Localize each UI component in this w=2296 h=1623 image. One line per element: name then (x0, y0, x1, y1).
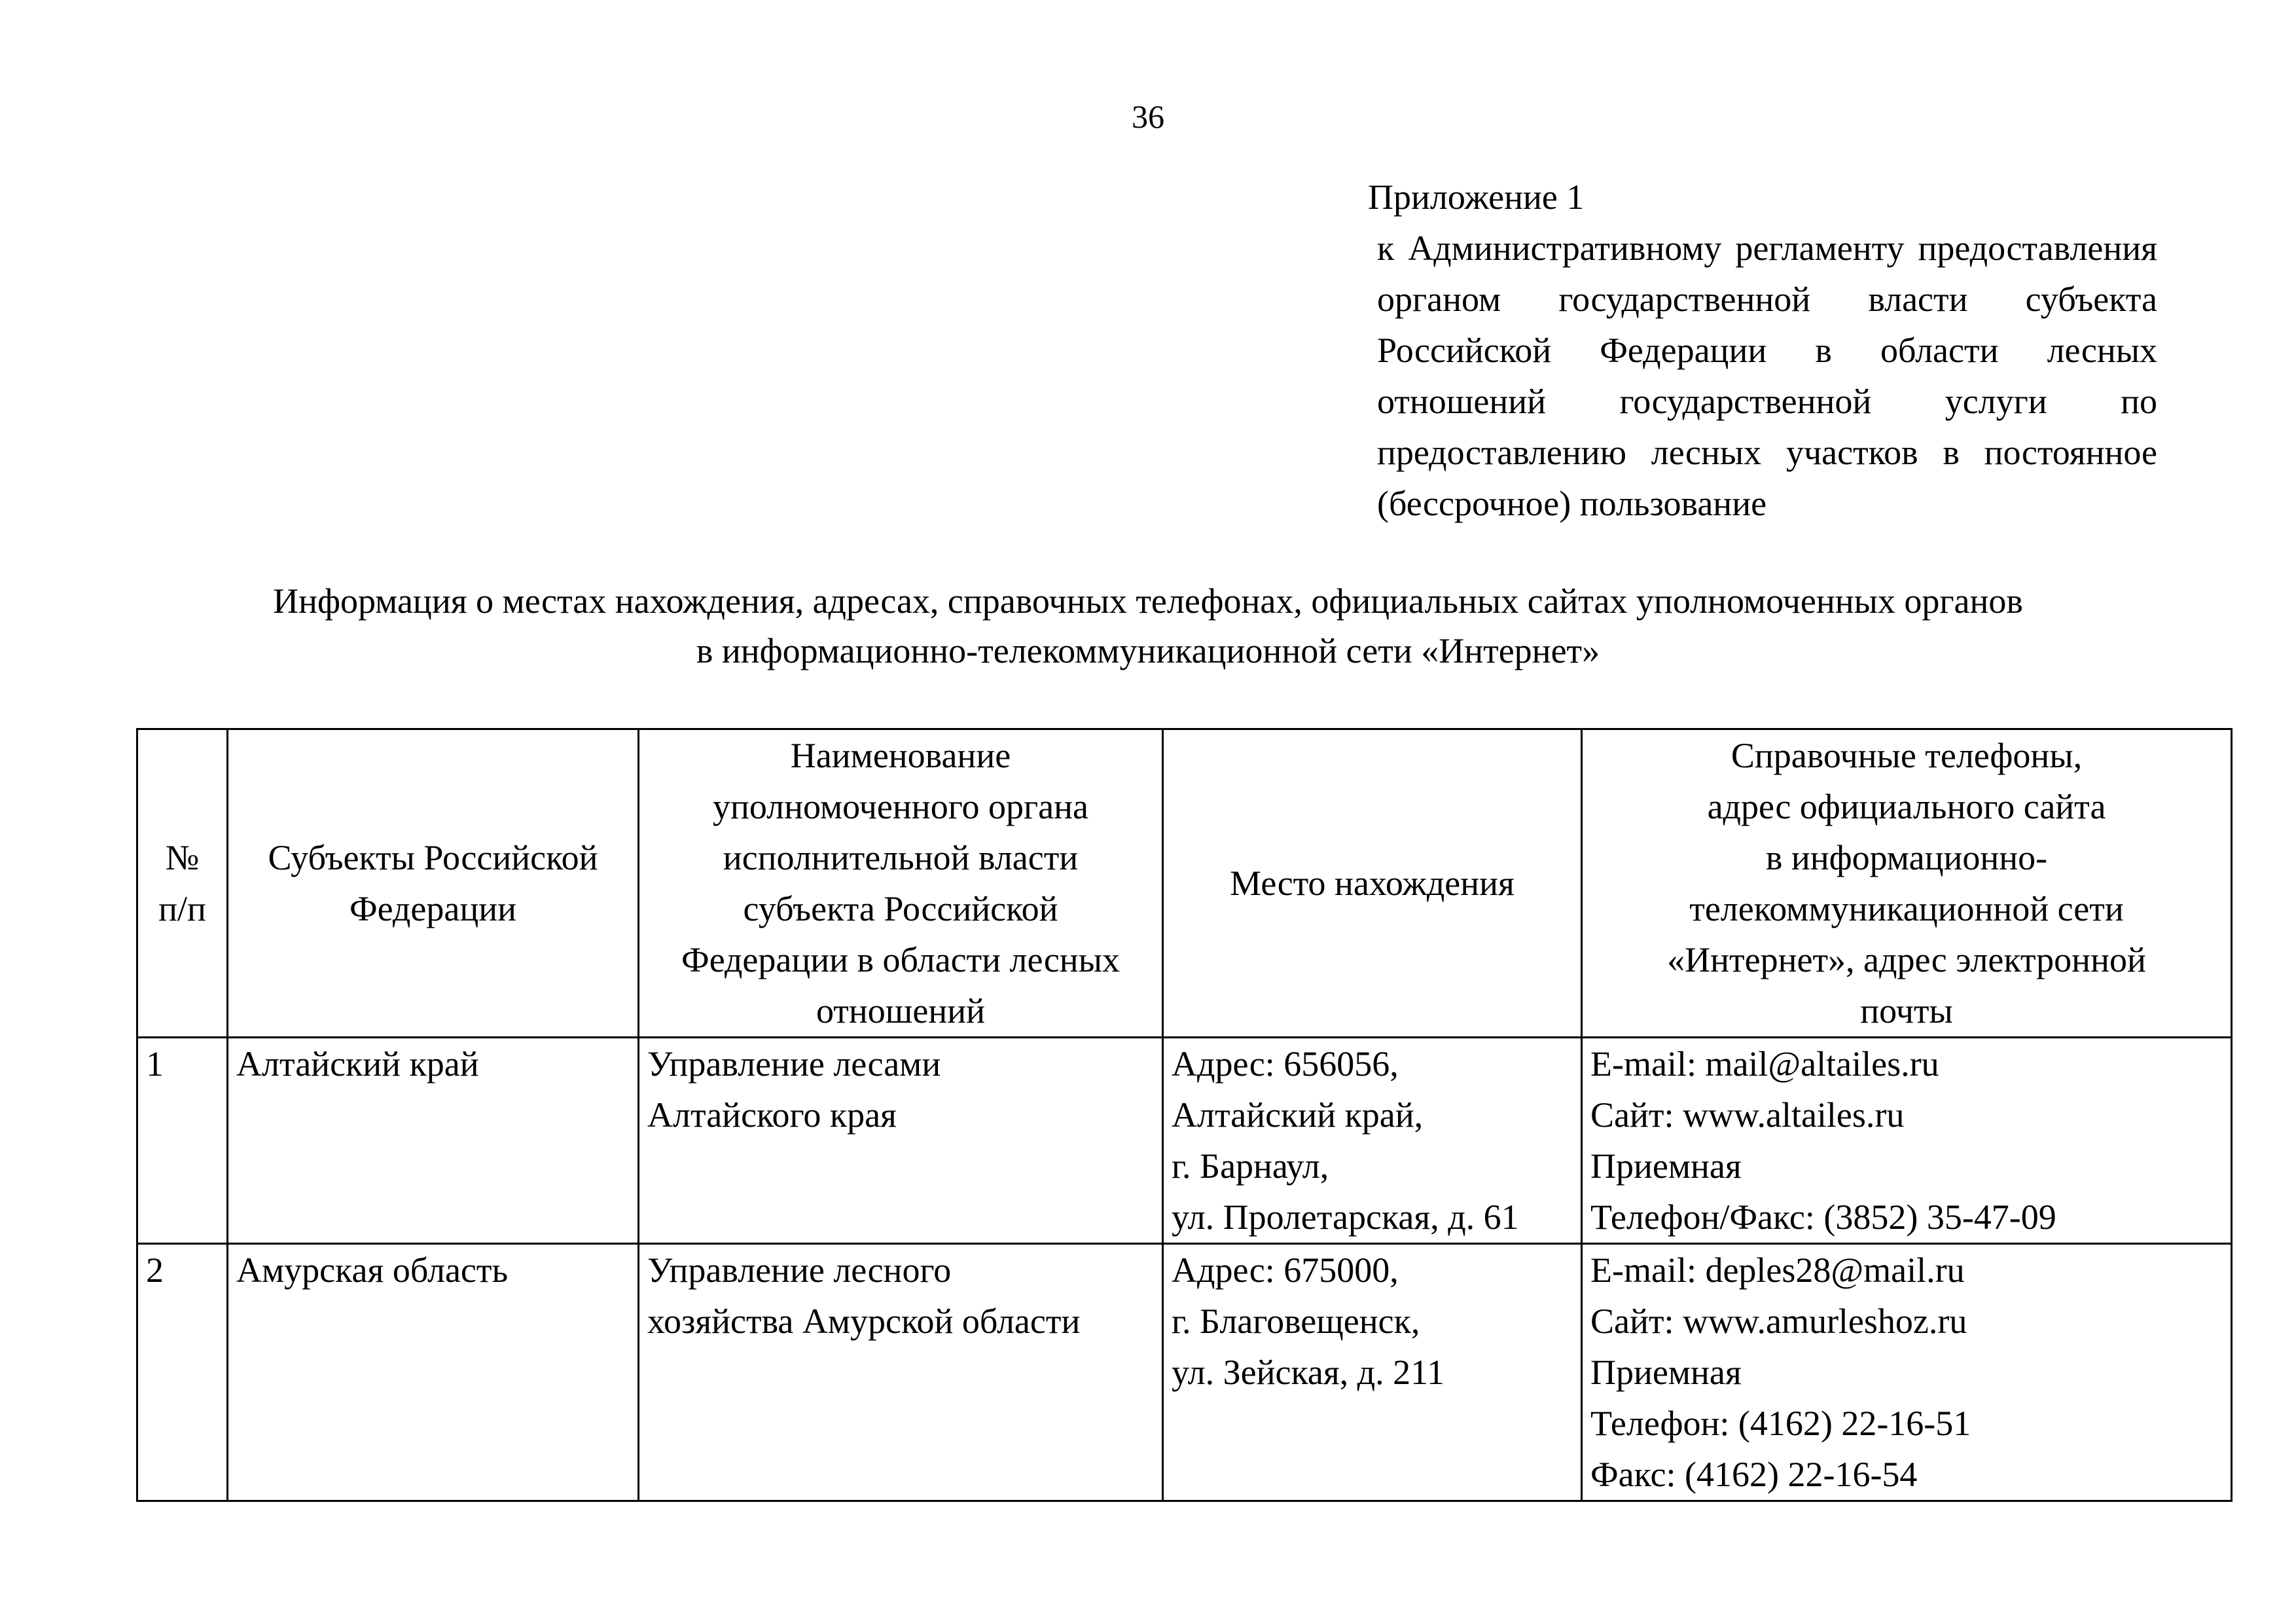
document-heading (0, 576, 2296, 676)
row-subject: Амурская область (228, 1244, 639, 1501)
appendix-body: к Административному регламенту предоставления органом государственной власти субъекта Российской Федерации в области лесных отношений государственной услуги по предоставлению лесных участков в постоянное (бессрочное) пользование (1377, 228, 2157, 523)
appendix-block (1368, 172, 2157, 529)
authorities-table (136, 728, 2233, 1502)
row-organ: Управление лесного хозяйства Амурской области (639, 1244, 1163, 1501)
row-num: 2 (137, 1244, 228, 1501)
row-organ: Управление лесами Алтайского края (639, 1038, 1163, 1244)
header-num: № п/п (137, 729, 228, 1038)
header-organ: Наименование уполномоченного органа исполнительной власти субъекта Российской Федерации в области лесных отношений (639, 729, 1163, 1038)
page-number: 36 (1132, 98, 1164, 135)
row-contacts: E-mail: deples28@mail.ru Сайт: www.amurleshoz.ru Приемная Телефон: (4162) 22-16-51 Факс: (4162) 22-16-54 (1582, 1244, 2232, 1501)
appendix-title: Приложение 1 (1368, 177, 1585, 217)
header-contacts: Справочные телефоны, адрес официального сайта в информационно- телекоммуникационной сети «Интернет», адрес электронной почты (1582, 729, 2232, 1038)
table-row (137, 1038, 2232, 1244)
header-subject: Субъекты Российской Федерации (228, 729, 639, 1038)
heading-line-1: Информация о местах нахождения, адресах, справочных телефонах, официальных сайтах уполномоченных органов (273, 581, 2023, 621)
row-subject: Алтайский край (228, 1038, 639, 1244)
table-row (137, 1244, 2232, 1501)
row-num: 1 (137, 1038, 228, 1244)
header-place: Место нахождения (1163, 729, 1582, 1038)
heading-line-2: в информационно-телекоммуникационной сети «Интернет» (696, 631, 1600, 670)
row-place: Адрес: 656056, Алтайский край, г. Барнаул, ул. Пролетарская, д. 61 (1163, 1038, 1582, 1244)
table-header-row (137, 729, 2232, 1038)
row-place: Адрес: 675000, г. Благовещенск, ул. Зейская, д. 211 (1163, 1244, 1582, 1501)
row-contacts: E-mail: mail@altailes.ru Сайт: www.altailes.ru Приемная Телефон/Факс: (3852) 35-47-09 (1582, 1038, 2232, 1244)
